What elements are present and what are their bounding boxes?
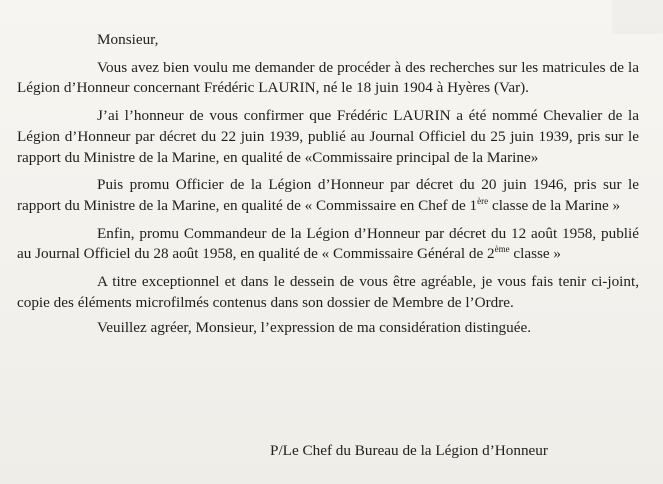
officier-ordinal-superscript: ère: [477, 195, 489, 206]
paragraph-commandeur: [17, 224, 639, 265]
commandeur-text-start: Enfin, promu Commandeur de la Légion d’Honneur par décret du 12 août 1958, publié au Journal Officiel du 28 août 1958, en qualité de « Commissaire Général de 2: [17, 224, 639, 263]
paper-shadow: [612, 0, 663, 34]
signature-line: P/Le Chef du Bureau de la Légion d’Honneur: [270, 442, 548, 459]
officier-text-end: classe de la Marine »: [488, 196, 621, 214]
paragraph-chevalier: J’ai l’honneur de vous confirmer que Frédéric LAURIN a été nommé Chevalier de la Légion d’Honneur par décret du 22 juin 1939, publié au Journal Officiel du 25 juin 1939, pris sur le rapport du Ministre de la Marine, en qualité de «Commissaire principal de la Marine»: [17, 107, 639, 166]
paragraph-officier: [17, 175, 639, 216]
salutation: Monsieur,: [97, 31, 159, 48]
letter-body: [17, 30, 639, 339]
paragraph-attachment: A titre exceptionnel et dans le dessein de vous être agréable, je vous fais tenir ci-joint, copie des éléments microfilmés contenus dans son dossier de Membre de l’Ordre.: [17, 273, 639, 311]
closing-formula: Veuillez agréer, Monsieur, l’expression de ma considération distinguée.: [97, 319, 532, 337]
paragraph-request: Vous avez bien voulu me demander de procéder à des recherches sur les matricules de la Légion d’Honneur concernant Frédéric LAURIN, né le 18 juin 1904 à Hyères (Var).: [17, 58, 639, 97]
officier-text-start: Puis promu Officier de la Légion d’Honneur par décret du 20 juin 1946, pris sur le rapport du Ministre de la Marine, en qualité de « Commissaire en Chef de 1: [17, 176, 639, 214]
commandeur-text-end: classe »: [509, 245, 562, 263]
commandeur-ordinal-superscript: ème: [494, 244, 510, 255]
